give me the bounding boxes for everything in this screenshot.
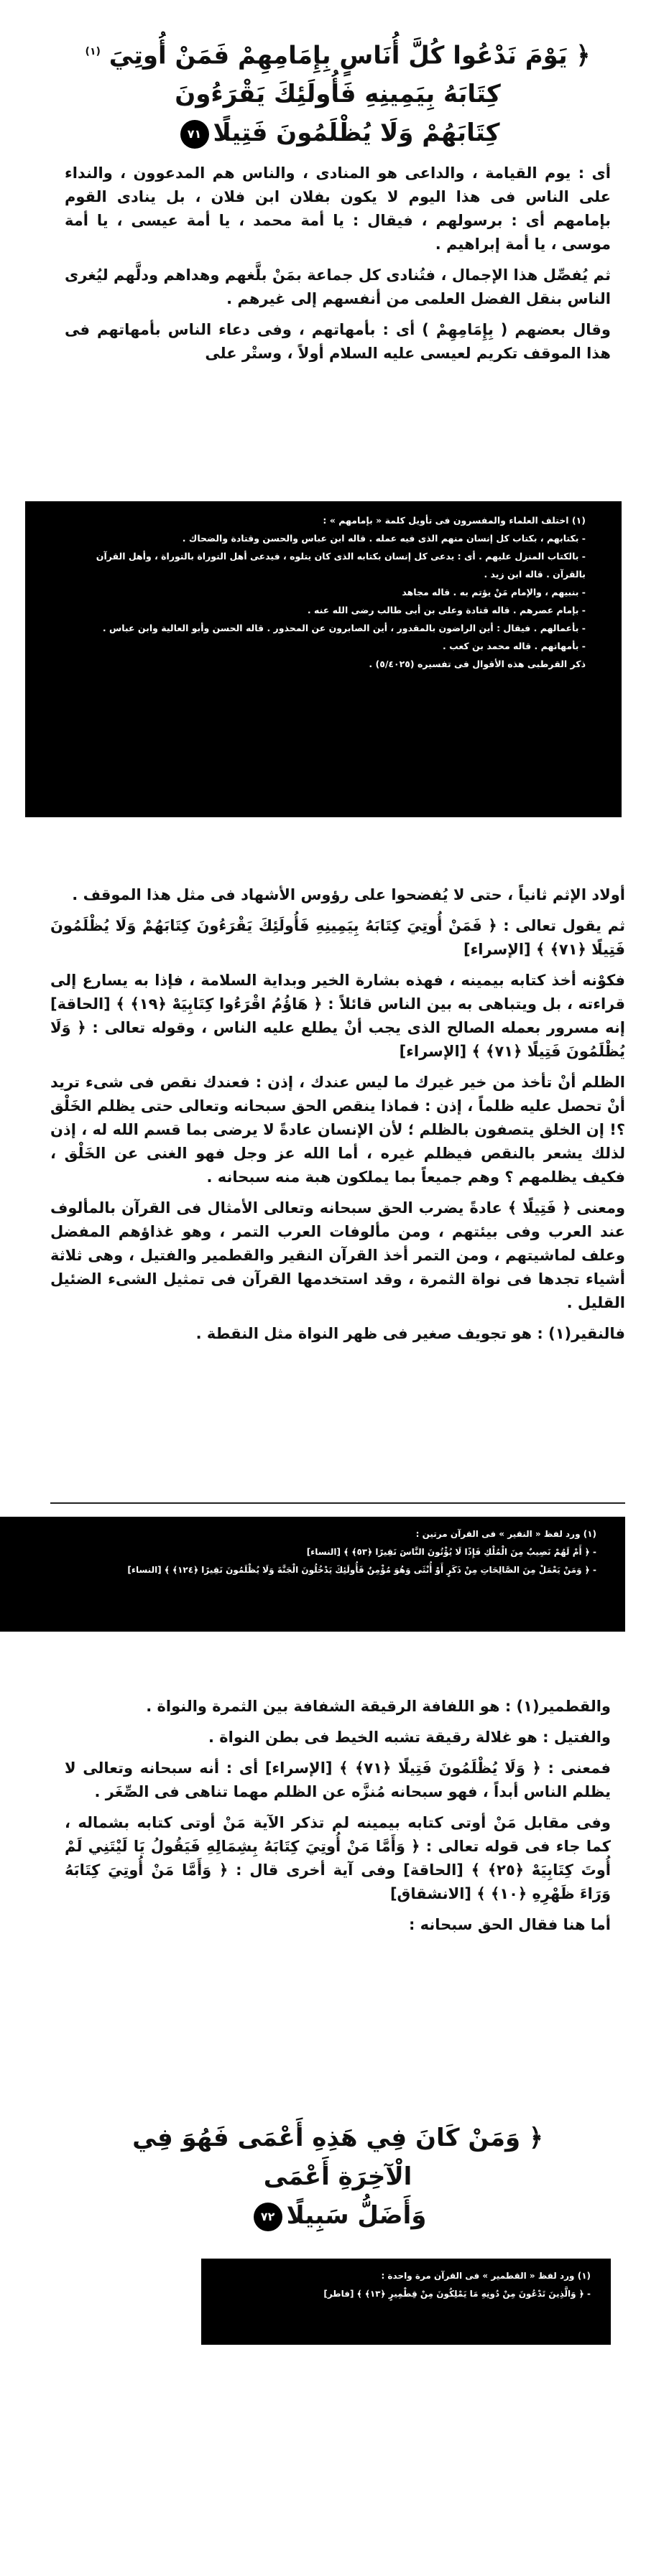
paragraph: أولاد الإثم ثانياً ، حتى لا يُفضحوا على رؤوس الأشهاد فى مثل هذا الموقف . — [72, 886, 625, 903]
verse-line: كِتَابَهُ بِيَمِينِهِ فَأُولَئِكَ يَقْرَءُونَ — [175, 80, 501, 109]
footnote-line: (١) ورد لفظ « القطمير » فى القرآن مرة واحدة : — [381, 2271, 591, 2281]
footnote-line: (١) ورد لفظ « النقير » فى القرآن مرتين : — [415, 1529, 596, 1539]
footnote-mark: (١) — [85, 46, 101, 57]
paragraph: ثم يُفصِّل هذا الإجمال ، فتُنادى كل جماعة بمَنْ بلَّغهم وهداهم ودلَّهم ليُغرى الناس بنقل الفضل العلمى من أنفسهم إلى غيرهم . — [65, 266, 611, 307]
verse-line: ﴿ يَوْمَ نَدْعُوا كُلَّ أُنَاسٍ بِإِمَامِهِمْ فَمَنْ أُوتِيَ $^{(١)}$ — [85, 41, 591, 70]
verse-line: كِتَابَهُمْ وَلَا يُظْلَمُونَ فَتِيلًا٧١ — [79, 113, 596, 152]
verse-number-badge: ٧٢ — [254, 2203, 282, 2231]
paragraph: الظلم أنْ تأخذ من خير غيرك ما ليس عندك ، إذن : فعندك نقص فى شىء تريد أنْ تحصل عليه ظلماً ، إذن : فماذا ينقص الحق سبحانه وتعالى حتى يظلم الخَلْق ؟! إن الخلق يتصفون بالظلم ؛ لأن الإنسان عادةً لا يرضى بما قسم الله له ، إذن لذلك يشعر بالنقص فيظلم غيره ، أما الله عز وجل فهو الغنى عن الخَلْق ، فكيف يظلمهم ؟ وهم جميعاً بما يملكون هبة منه سبحانه . — [50, 1074, 625, 1186]
page1-verse — [79, 32, 596, 152]
footnote-separator — [50, 1502, 625, 1504]
page1-footnotes — [25, 501, 622, 817]
paragraph: والقطمير(١) : هو اللفافة الرقيقة الشفافة بين الثمرة والنواة . — [146, 1698, 611, 1715]
paragraph: فالنقير(١) : هو تجويف صغير فى ظهر النواة مثل النقطة . — [195, 1325, 625, 1342]
footnote-line: - ﴿ أَمْ لَهُمْ نَصِيبٌ مِنَ الْمُلْكِ فَإِذًا لَا يُؤْتُونَ النَّاسَ نَقِيرًا ﴿٥٣﴾ ﴾ [النساء] — [306, 1547, 596, 1557]
paragraph: أما هنا فقال الحق سبحانه : — [408, 1916, 611, 1933]
page3-footnotes — [201, 2259, 611, 2345]
paragraph: وفى مقابل مَنْ أوتى كتابه بيمينه لم تذكر الآية مَنْ أوتى كتابه بشماله ، كما جاء فى قوله تعالى : ﴿ وَأَمَّا مَنْ أُوتِيَ كِتَابَهُ بِشِمَالِهِ فَيَقُولُ يَا لَيْتَنِي لَمْ أُوتَ كِتَابِيَهْ ﴿٢٥﴾ ﴾ [الحاقة] وفى آية أخرى قال : ﴿ وَأَمَّا مَنْ أُوتِيَ كِتَابَهُ وَرَاءَ ظَهْرِهِ ﴿١٠﴾ ﴾ [الانشقاق] — [65, 1814, 611, 1902]
verse-number-badge: ٧١ — [180, 120, 209, 149]
page3-body — [65, 1695, 611, 1944]
page-2 — [0, 883, 669, 1688]
footnote-line: - بإمام عصرهم . قاله قتادة وعلى بن أبى طالب رضى الله عنه . — [307, 605, 586, 615]
footnote-line: - بأعمالهم . فيقال : أين الراضون بالمقدور ، أين الصابرون عن المحذور . قاله الحسن وأبو العالية وابن عباس . — [102, 623, 586, 633]
paragraph: ثم يقول تعالى : ﴿ فَمَنْ أُوتِيَ كِتَابَهُ بِيَمِينِهِ فَأُولَئِكَ يَقْرَءُونَ كِتَابَهُمْ وَلَا يُظْلَمُونَ فَتِيلًا ﴿٧١﴾ ﴾ [الإسراء] — [50, 917, 625, 958]
verse-line: وَأَضَلُّ سَبِيلًا٧٢ — [108, 2196, 568, 2235]
footnote-line: ذكر القرطبى هذه الأقوال فى تفسيره (٥/٤٠٢٥) . — [369, 659, 586, 669]
page-3 — [0, 1688, 669, 2576]
page2-body — [50, 883, 625, 1353]
paragraph: ومعنى ﴿ فَتِيلًا ﴾ عادةً يضرب الحق سبحانه وتعالى الأمثال فى القرآن بالمألوف عند العرب وفى بيئتهم ، ومن مألوفات العرب التمر ، وهو غذاؤهم المفضل وعلف لماشيتهم ، ومن التمر أخذ القرآن النقير والقطمير والفتيل ، وهى ثلاثة أشياء تجدها فى نواة الثمرة ، وقد استخدمها القرآن فى تمثيل الشىء الضئيل القليل . — [50, 1199, 625, 1311]
paragraph: والفتيل : هو غلالة رقيقة تشبه الخيط فى بطن النواة . — [208, 1729, 611, 1746]
footnote-line: - بالكتاب المنزل عليهم . أى : يدعى كل إنسان بكتابه الذى كان يتلوه ، فيدعى أهل التوراة بالتوراة ، وأهل القرآن بالقرآن . قاله ابن زيد . — [96, 551, 586, 580]
footnote-line: - ﴿ وَمَنْ يَعْمَلْ مِنَ الصَّالِحَاتِ مِنْ ذَكَرٍ أَوْ أُنْثَى وَهُوَ مُؤْمِنٌ فَأُولَئِكَ يَدْخُلُونَ الْجَنَّةَ وَلَا يُظْلَمُونَ نَقِيرًا ﴿١٢٤﴾ ﴾ [النساء] — [127, 1565, 596, 1575]
footnote-line: (١) اختلف العلماء والمفسرون فى تأويل كلمة « بإمامهم » : — [323, 515, 586, 526]
paragraph: فمعنى : ﴿ وَلَا يُظْلَمُونَ فَتِيلًا ﴿٧١﴾ ﴾ [الإسراء] أى : أنه سبحانه وتعالى لا يظلم الناس أبداً ، فهو سبحانه مُنزَّه عن الظلم مهما تناهى فى الصِّغَر . — [65, 1759, 611, 1800]
paragraph: وقال بعضهم ( بِإِمَامِهِمْ ) أى : بأمهاتهم ، وفى دعاء الناس بأمهاتهم فى هذا الموقف تكريم لعيسى عليه السلام أولاً ، وستْر على — [65, 321, 611, 362]
footnote-line: - بأمهاتهم . قاله محمد بن كعب . — [443, 641, 586, 651]
page1-body — [65, 162, 611, 373]
page-1 — [0, 0, 669, 883]
paragraph: فكوْنه أخذ كتابه بيمينه ، فهذه بشارة الخير وبداية السلامة ، فإذا به يسارع إلى قراءته ، بل ويتباهى به بين الناس قائلاً : ﴿ هَاؤُمُ اقْرَءُوا كِتَابِيَهْ ﴿١٩﴾ ﴾ [الحاقة] إنه مسرور بعمله الصالح الذى يجب أنْ يطلع عليه الناس ، وقوله تعالى : ﴿ وَلَا يُظْلَمُونَ فَتِيلًا ﴿٧١﴾ ﴾ [الإسراء] — [50, 972, 625, 1060]
page2-footnotes — [0, 1517, 625, 1632]
paragraph: أى : يوم القيامة ، والداعى هو المنادى ، والناس هم المدعوون ، والنداء على الناس فى هذا اليوم لا يكون بفلان ابن فلان ، بل ينادى القوم بإمامهم أى : برسولهم ، فيقال : يا أمة محمد ، يا أمة عيسى ، يا أمة موسى ، يا أمة إبراهيم . — [65, 164, 611, 253]
verse-line: ﴿ وَمَنْ كَانَ فِي هَذِهِ أَعْمَى فَهُوَ فِي الْآخِرَةِ أَعْمَى — [132, 2124, 543, 2191]
footnote-line: - ﴿ وَالَّذِينَ تَدْعُونَ مِنْ دُونِهِ مَا يَمْلِكُونَ مِنْ قِطْمِيرٍ ﴿١٣﴾ ﴾ [فاطر] — [323, 2289, 591, 2299]
footnote-line: - بنبيهم ، والإمام مَنْ يؤتم به . قاله مجاهد — [402, 587, 586, 597]
page3-verse — [108, 2119, 568, 2235]
footnote-line: - بكتابهم ، بكتاب كل إنسان منهم الذى فيه عمله . قاله ابن عباس والحسن وقتادة والضحاك . — [182, 533, 586, 544]
